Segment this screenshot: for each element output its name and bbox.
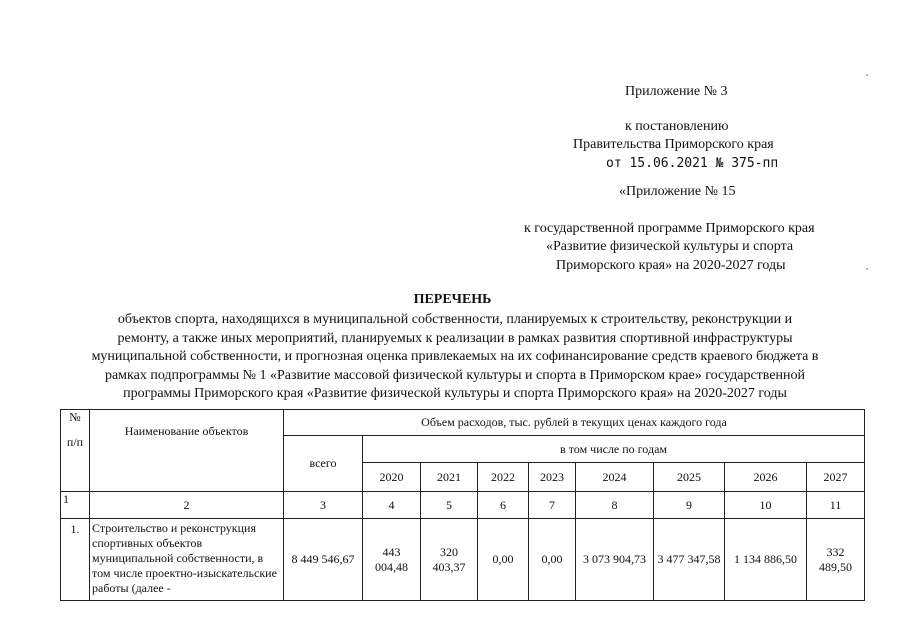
document-title: ПЕРЕЧЕНЬ: [413, 292, 492, 307]
row-2022: 0,00: [478, 519, 529, 601]
column-number: 7: [529, 492, 576, 519]
row-object-name: Строительство и реконструкция спортивных объектов муниципальной собственности, в том числе проектно-изыскательские работы (далее -: [90, 519, 284, 601]
header-name: Наименование объектов: [90, 410, 284, 492]
column-number: 3: [284, 492, 363, 519]
subtitle-line: объектов спорта, находящихся в муниципальной собственности, планируемых к строительству, реконструкции и: [117, 312, 793, 327]
column-number: 11: [807, 492, 865, 519]
row-2021: 320 403,37: [421, 519, 478, 601]
row-total: 8 449 546,67: [284, 519, 363, 601]
header-year-2020: 2020: [363, 463, 421, 492]
row-2026: 1 134 886,50: [725, 519, 807, 601]
program-line-3: Приморского края» на 2020-2027 годы: [556, 258, 786, 273]
row-2020: 443 004,48: [363, 519, 421, 601]
column-numbers-row: [61, 492, 865, 519]
header-year-2022: 2022: [478, 463, 529, 492]
table-row: [61, 519, 865, 601]
row-2024: 3 073 904,73: [576, 519, 654, 601]
header-year-2023: 2023: [529, 463, 576, 492]
column-number: 8: [576, 492, 654, 519]
header-total: всего: [284, 436, 363, 492]
header-year-2024: 2024: [576, 463, 654, 492]
column-number: 6: [478, 492, 529, 519]
subtitle-line: муниципальной собственности, и прогнозная оценка привлекаемых на их софинансирование средств краевого бюджета в: [91, 349, 819, 364]
header-by-years: в том числе по годам: [363, 436, 865, 463]
scan-speck: [866, 268, 868, 270]
column-number: 9: [654, 492, 725, 519]
objects-table: [60, 409, 865, 601]
header-year-2026: 2026: [725, 463, 807, 492]
column-number: 10: [725, 492, 807, 519]
government-name: Правительства Приморского края: [573, 137, 774, 152]
document-subtitle: [50, 311, 860, 404]
row-2023: 0,00: [529, 519, 576, 601]
program-line-1: к государственной программе Приморского края: [524, 221, 815, 236]
row-number: 1.: [61, 519, 90, 601]
column-number: 2: [90, 492, 284, 519]
scan-speck: [866, 74, 868, 76]
header-expenses: Объем расходов, тыс. рублей в текущих ценах каждого года: [284, 410, 865, 436]
appendix-15: «Приложение № 15: [619, 184, 736, 199]
header-num-pp: п/п: [66, 435, 84, 449]
program-line-2: «Развитие физической культуры и спорта: [546, 239, 794, 254]
header-year-2027: 2027: [807, 463, 865, 492]
resolution-date-number: от 15.06.2021 № 375-пп: [606, 156, 779, 171]
header-num-cell: [61, 410, 90, 492]
row-2025: 3 477 347,58: [654, 519, 725, 601]
row-2027: 332 489,50: [807, 519, 865, 601]
to-resolution: к постановлению: [625, 119, 729, 134]
subtitle-line: ремонту, а также иных мероприятий, планируемых к реализации в рамках развития спортивной инфраструктуры: [117, 330, 793, 346]
column-number: 5: [421, 492, 478, 519]
header-year-2025: 2025: [654, 463, 725, 492]
appendix-number: Приложение № 3: [625, 84, 728, 99]
subtitle-line: рамках подпрограммы № 1 «Развитие массовой физической культуры и спорта в Приморском крае» государственной: [104, 367, 806, 383]
column-number: 4: [363, 492, 421, 519]
header-year-2021: 2021: [421, 463, 478, 492]
column-number: 1: [61, 492, 90, 519]
header-num: №: [69, 410, 81, 424]
subtitle-line: программы Приморского края «Развитие физической культуры и спорта Приморского края» на 2020-2027 годы: [123, 386, 787, 401]
